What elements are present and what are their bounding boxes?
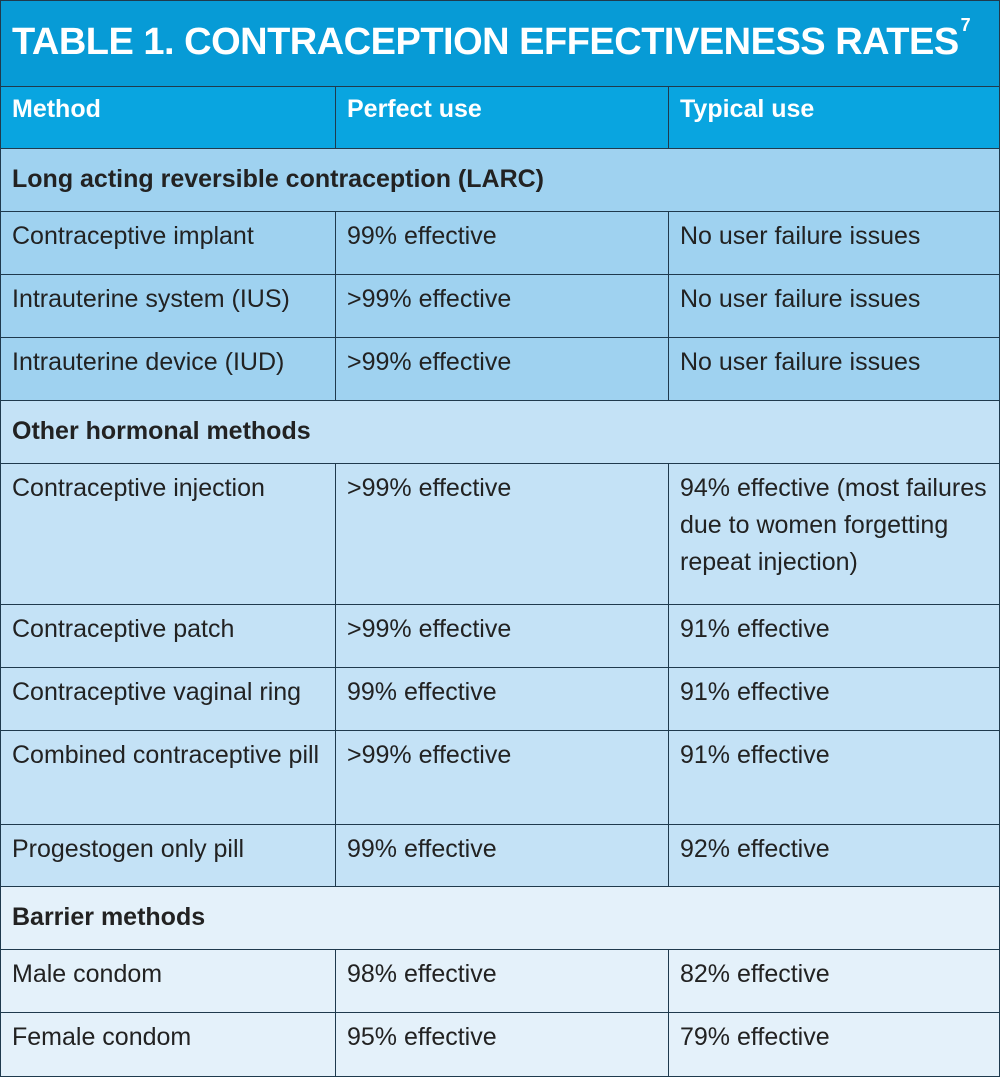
typical-use-cell: 82% effective bbox=[668, 950, 999, 1012]
section-title: Barrier methods bbox=[12, 903, 206, 931]
method-cell: Intrauterine system (IUS) bbox=[12, 285, 290, 313]
section-title: Long acting reversible contraception (LARC) bbox=[12, 165, 545, 193]
typical-use-cell: 91% effective bbox=[668, 605, 999, 667]
perfect-use-cell: 99% effective bbox=[335, 212, 668, 274]
typical-use-cell: 92% effective bbox=[668, 825, 999, 886]
method-cell: Combined contraceptive pill bbox=[12, 741, 320, 769]
title-bar bbox=[1, 1, 999, 87]
section-header-barrier bbox=[1, 887, 999, 950]
perfect-use-cell: >99% effective bbox=[335, 731, 668, 824]
column-header-method: Method bbox=[12, 95, 101, 123]
perfect-use-cell: >99% effective bbox=[335, 605, 668, 667]
perfect-use-cell: 95% effective bbox=[335, 1013, 668, 1076]
typical-use-cell: 91% effective bbox=[668, 668, 999, 730]
method-cell: Female condom bbox=[12, 1023, 192, 1051]
table-row bbox=[1, 731, 999, 825]
table-title bbox=[12, 15, 971, 64]
perfect-use-cell: 98% effective bbox=[335, 950, 668, 1012]
typical-use-cell: 91% effective bbox=[668, 731, 999, 824]
typical-use-cell: No user failure issues bbox=[668, 338, 999, 400]
typical-use-cell: 79% effective bbox=[668, 1013, 999, 1076]
table-row bbox=[1, 338, 999, 401]
method-cell: Intrauterine device (IUD) bbox=[12, 348, 285, 376]
method-cell: Male condom bbox=[12, 960, 163, 988]
table-row bbox=[1, 212, 999, 275]
header-row bbox=[1, 87, 999, 149]
method-cell: Contraceptive vaginal ring bbox=[12, 678, 302, 706]
table-row bbox=[1, 950, 999, 1013]
typical-use-cell: No user failure issues bbox=[668, 212, 999, 274]
method-cell: Contraceptive patch bbox=[12, 615, 235, 643]
column-header-perfect-use: Perfect use bbox=[335, 87, 668, 148]
method-cell: Progestogen only pill bbox=[12, 835, 245, 863]
perfect-use-cell: >99% effective bbox=[335, 338, 668, 400]
method-cell: Contraceptive implant bbox=[12, 222, 254, 250]
perfect-use-cell: >99% effective bbox=[335, 275, 668, 337]
section-title: Other hormonal methods bbox=[12, 417, 311, 445]
section-header-hormonal bbox=[1, 401, 999, 464]
column-header-typical-use: Typical use bbox=[668, 87, 999, 148]
table-row bbox=[1, 464, 999, 605]
method-cell: Contraceptive injection bbox=[12, 474, 265, 502]
table-row bbox=[1, 605, 999, 668]
section-header-larc bbox=[1, 149, 999, 212]
typical-use-cell: No user failure issues bbox=[668, 275, 999, 337]
perfect-use-cell: 99% effective bbox=[335, 825, 668, 886]
table-row bbox=[1, 668, 999, 731]
typical-use-cell: 94% effective (most failures due to women forgetting repeat injection) bbox=[668, 464, 999, 604]
perfect-use-cell: 99% effective bbox=[335, 668, 668, 730]
title-footnote-ref: 7 bbox=[960, 15, 971, 35]
perfect-use-cell: >99% effective bbox=[335, 464, 668, 604]
table-row bbox=[1, 275, 999, 338]
table-title-text: TABLE 1. CONTRACEPTION EFFECTIVENESS RATES bbox=[12, 21, 959, 63]
table-row bbox=[1, 825, 999, 887]
table-row bbox=[1, 1013, 999, 1076]
